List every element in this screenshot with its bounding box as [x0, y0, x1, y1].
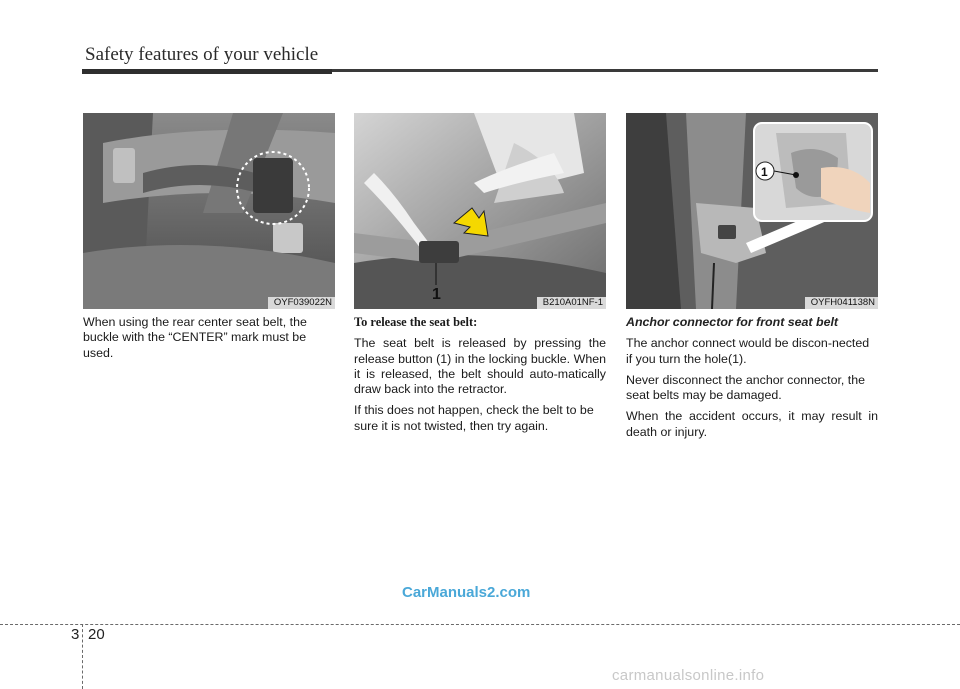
column-release-seat-belt: [354, 113, 606, 440]
callout-number: 1: [432, 286, 441, 303]
column-anchor-connector: [626, 113, 878, 446]
figure-code-label: OYF039022N: [268, 297, 335, 309]
figure-rear-center-seat-belt: [83, 113, 335, 309]
callout-number: 1: [761, 165, 768, 179]
footer-divider: [0, 624, 960, 625]
paragraph: When the accident occurs, it may result in death or injury.: [626, 409, 878, 439]
column-text: [626, 315, 878, 440]
paragraph: When using the rear center seat belt, the buckle with the “CENTER” mark must be used.: [83, 315, 307, 360]
chapter-number: 3: [71, 626, 80, 643]
paragraph: Never disconnect the anchor connector, the seat belts may be damaged.: [626, 372, 866, 403]
page-header-title: Safety features of your vehicle: [85, 44, 319, 65]
watermark-link[interactable]: CarManuals2.com: [402, 584, 531, 601]
buckle-release-illustration: [354, 113, 606, 309]
column-text: [83, 315, 335, 361]
header-rule-accent: [82, 69, 332, 74]
anchor-connector-illustration: [626, 113, 878, 309]
column-text: [354, 315, 606, 434]
rear-seat-belt-illustration: [83, 113, 335, 309]
site-watermark: carmanualsonline.info: [612, 667, 765, 684]
figure-anchor-connector: [626, 113, 878, 309]
paragraph: The anchor connect would be discon-nected if you turn the hole(1).: [626, 336, 870, 366]
paragraph: If this does not happen, check the belt to be sure it is not twisted, then try again.: [354, 403, 594, 433]
column-center-seat-belt: [83, 113, 335, 367]
footer-vertical-divider: [82, 624, 83, 689]
paragraph: The seat belt is released by pressing the release button (1) in the locking buckle. When it is released, the belt should auto-matically draw back into the retractor.: [354, 336, 606, 397]
page-number: 20: [88, 626, 105, 643]
figure-code-label: B210A01NF-1: [537, 297, 606, 309]
subheading: Anchor connector for front seat belt: [626, 315, 839, 329]
subheading: To release the seat belt:: [354, 315, 478, 329]
figure-release-buckle: [354, 113, 606, 309]
figure-code-label: OYFH041138N: [805, 297, 878, 309]
